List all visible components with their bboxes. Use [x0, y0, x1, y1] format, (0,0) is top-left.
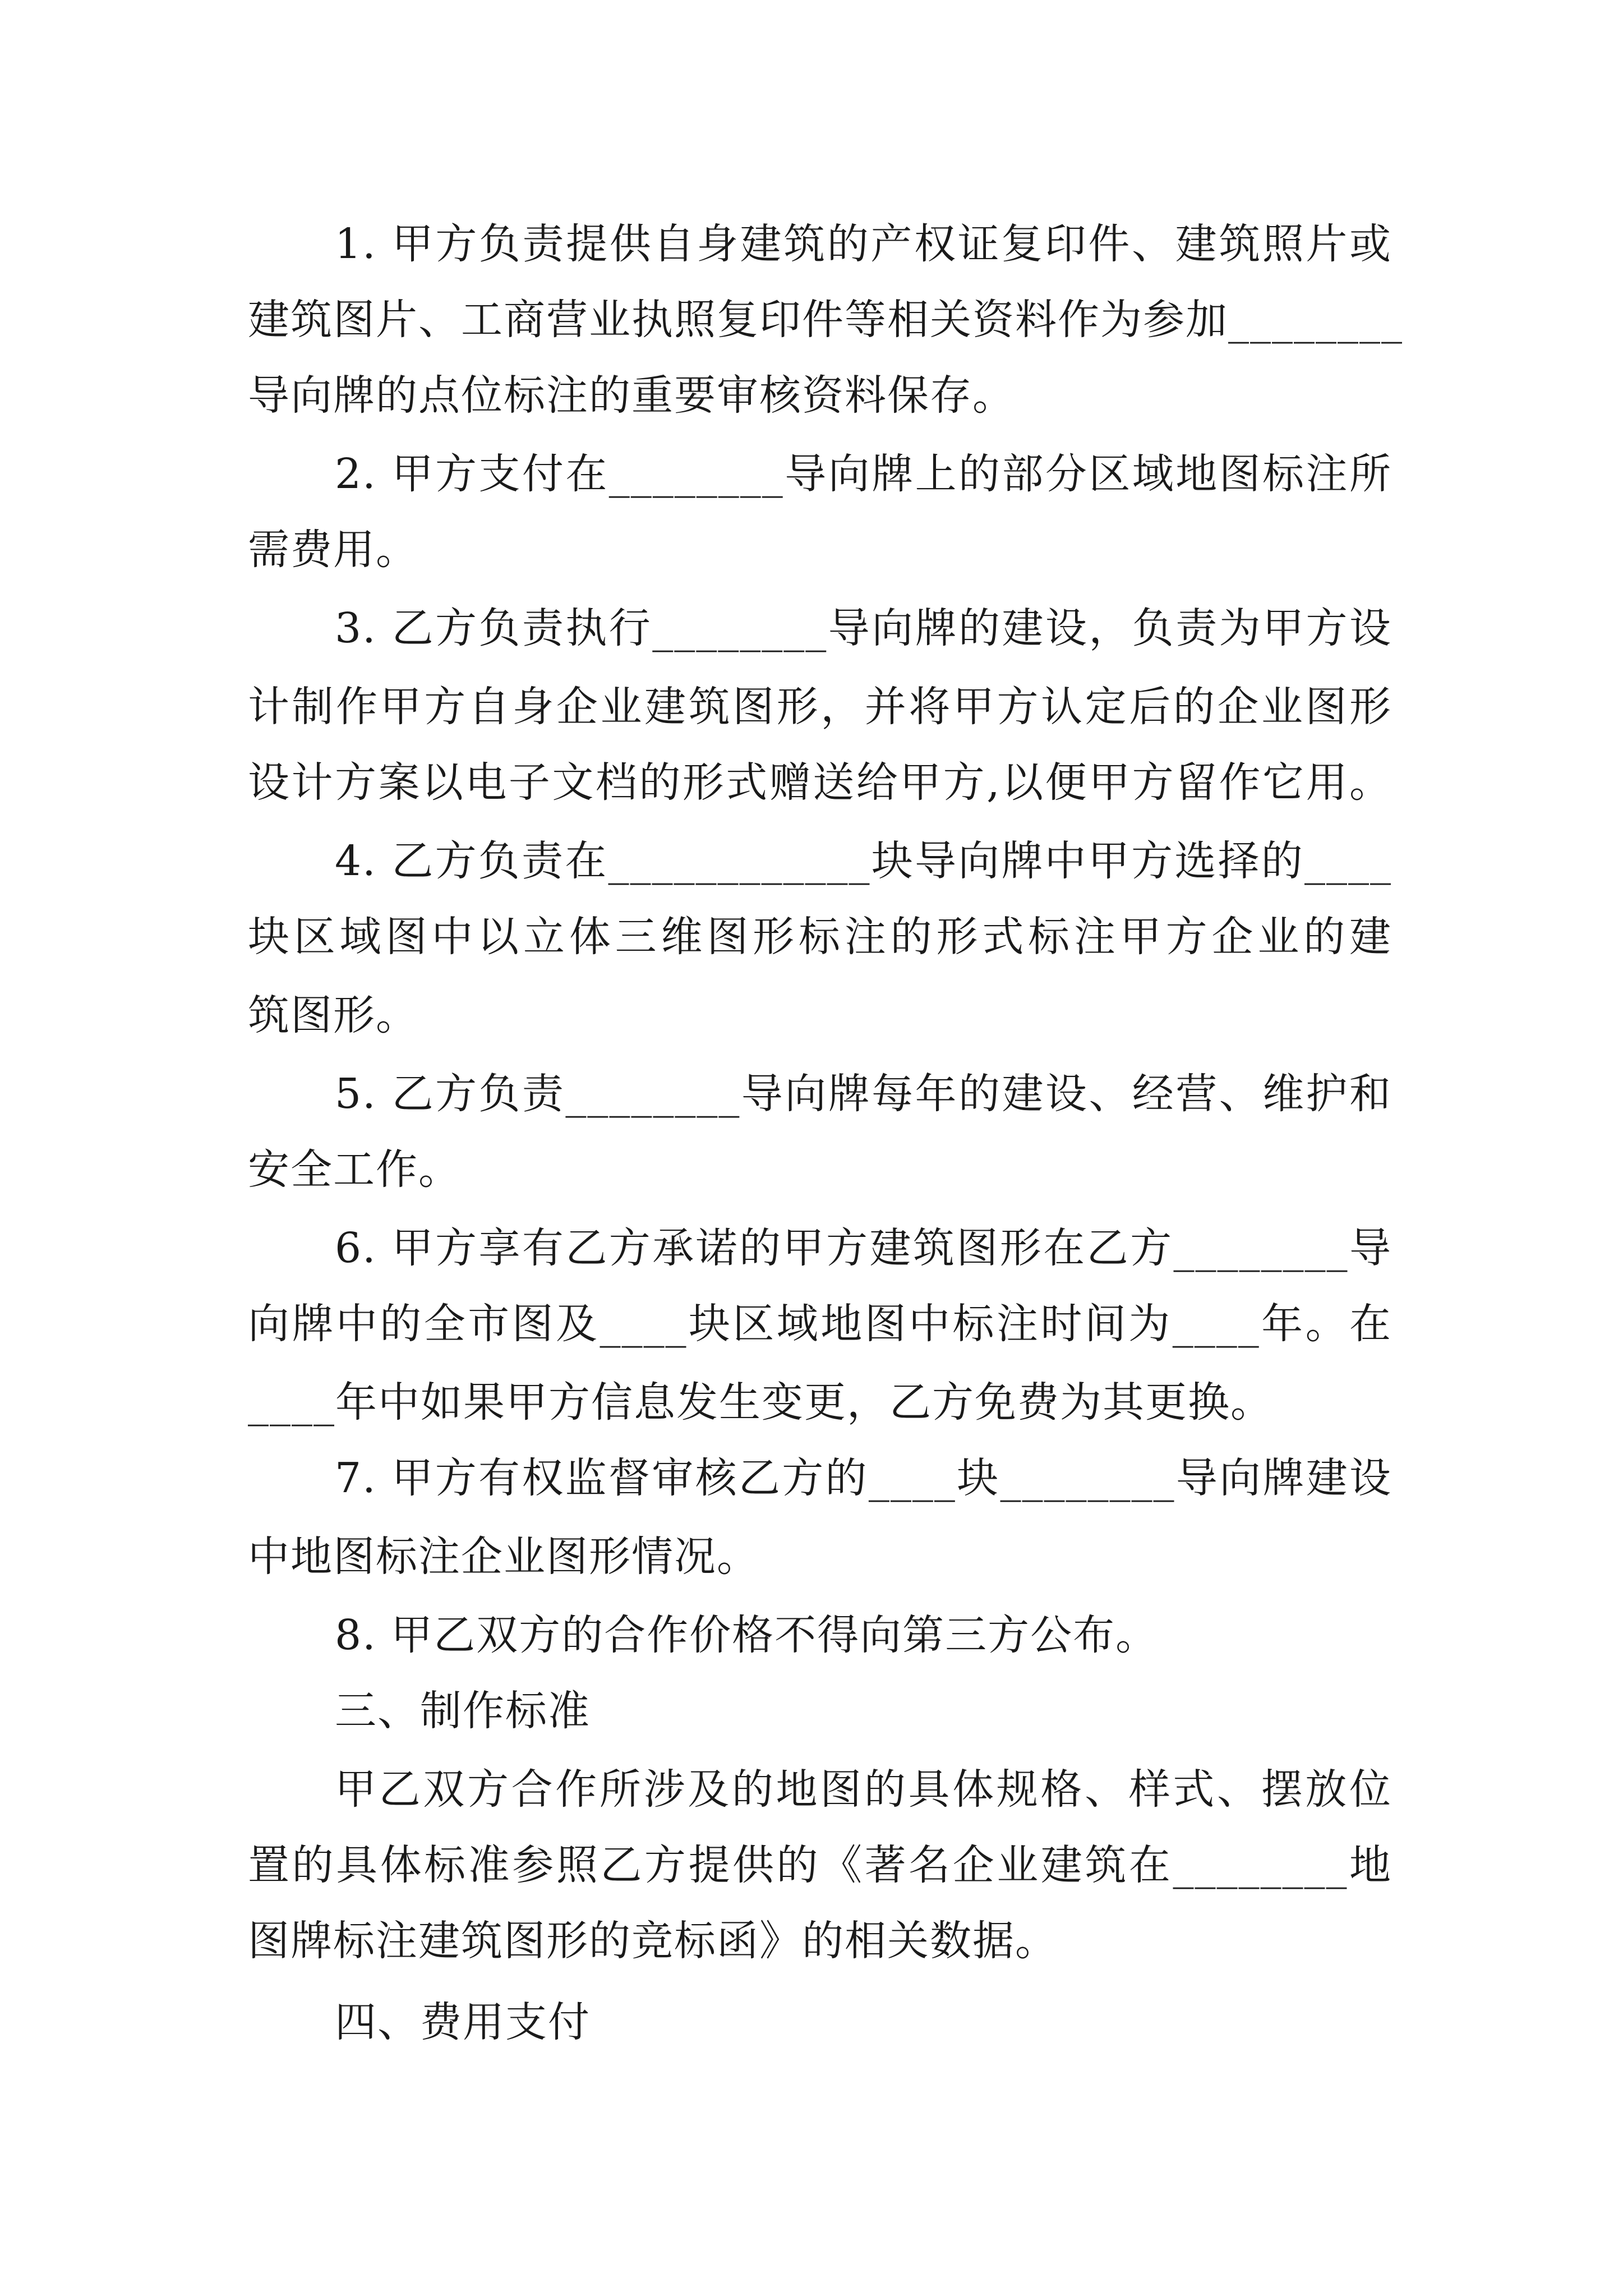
- text-line: 1. 甲方负责提供自身建筑的产权证复印件、建筑照片或: [335, 220, 1392, 268]
- text-line: 块区域图中以立体三维图形标注的形式标注甲方企业的建: [248, 913, 1392, 961]
- text-line: 3. 乙方负责执行________导向牌的建设，负责为甲方设: [335, 604, 1392, 652]
- text-line: 6. 甲方享有乙方承诺的甲方建筑图形在乙方________导: [335, 1224, 1392, 1272]
- text-line: 图牌标注建筑图形的竞标函》的相关数据。: [248, 1917, 1058, 1965]
- text-line: 筑图形。: [248, 991, 418, 1039]
- text-line: 导向牌的点位标注的重要审核资料保存。: [248, 371, 1015, 420]
- section-heading: 四、费用支付: [335, 1998, 591, 2046]
- text-line: 中地图标注企业图形情况。: [248, 1533, 759, 1581]
- text-line: 设计方案以电子文档的形式赠送给甲方,以便甲方留作它用。: [248, 758, 1392, 807]
- text-line: 建筑图片、工商营业执照复印件等相关资料作为参加________: [248, 296, 1403, 344]
- text-line: 5. 乙方负责________导向牌每年的建设、经营、维护和: [335, 1070, 1392, 1118]
- text-line: 置的具体标准参照乙方提供的《著名企业建筑在________地: [248, 1841, 1392, 1889]
- text-line: 计制作甲方自身企业建筑图形，并将甲方认定后的企业图形: [248, 683, 1392, 731]
- section-heading: 三、制作标准: [335, 1687, 591, 1735]
- text-line: 向牌中的全市图及____块区域地图中标注时间为____年。在: [248, 1300, 1392, 1348]
- text-line: 8. 甲乙双方的合作价格不得向第三方公布。: [335, 1611, 1159, 1659]
- text-line: 甲乙双方合作所涉及的地图的具体规格、样式、摆放位: [335, 1765, 1392, 1814]
- text-line: ____年中如果甲方信息发生变更，乙方免费为其更换。: [248, 1378, 1273, 1427]
- text-line: 安全工作。: [248, 1145, 461, 1194]
- text-line: 4. 乙方负责在____________块导向牌中甲方选择的____: [335, 837, 1392, 885]
- text-line: 需费用。: [248, 526, 418, 574]
- text-line: 7. 甲方有权监督审核乙方的____块________导向牌建设: [335, 1454, 1392, 1502]
- text-line: 2. 甲方支付在________导向牌上的部分区域地图标注所: [335, 450, 1392, 498]
